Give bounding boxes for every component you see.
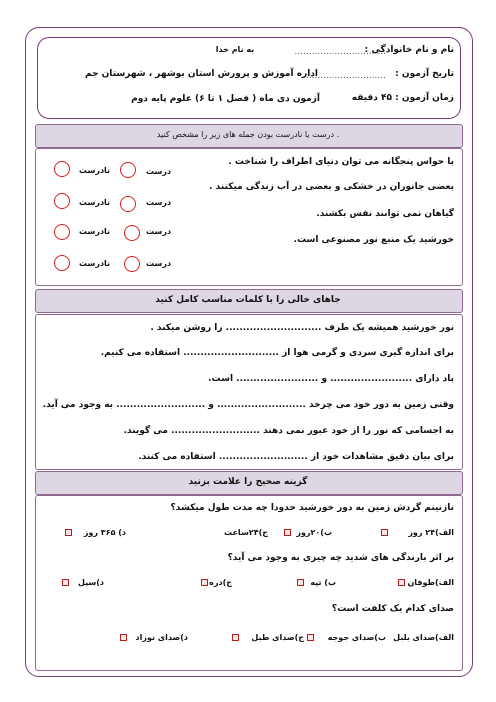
- fill-item-6: برای بیان دقیق مشاهدات خود از .......................... استفاده می کنند.: [138, 452, 454, 462]
- name-dots: ................................: [294, 47, 386, 57]
- mc-checkbox[interactable]: [381, 529, 388, 536]
- mc-option: د)سیل: [77, 578, 104, 587]
- mc-option: ب)۲۰روز: [296, 528, 332, 537]
- mc-option: ج)۲۴ساعت: [224, 528, 268, 537]
- true-circle[interactable]: [120, 162, 136, 178]
- mc-option: ب) تپه: [310, 578, 336, 587]
- date-label: تاریخ آزمون :: [395, 69, 454, 79]
- section2-title: جاهای خالی را با کلمات مناسب کامل کنید: [155, 295, 341, 305]
- false-circle[interactable]: [54, 193, 70, 209]
- mc-option: الف)صدای بلبل: [393, 633, 454, 642]
- mc-option: ب)صدای جوجه: [327, 633, 386, 642]
- fill-item-5: به اجسامی که نور را از خود عبور نمی دهند .......................... می گویند.: [123, 426, 454, 436]
- true-circle[interactable]: [120, 196, 136, 212]
- mc-option: د)صدای نوزاد: [135, 633, 188, 642]
- false-label: نادرست: [79, 227, 111, 236]
- mc-checkbox[interactable]: [201, 579, 208, 586]
- mc-checkbox[interactable]: [297, 579, 304, 586]
- true-label: درست: [146, 259, 172, 268]
- exam-title: آزمون دی ماه ( فصل ۱ تا ۶) علوم پایه دوم: [131, 94, 320, 104]
- false-label: نادرست: [79, 198, 111, 207]
- org-name: اداره آموزش و پرورش استان بوشهر ، شهرستان جم: [84, 69, 318, 79]
- mc-checkbox[interactable]: [284, 529, 291, 536]
- fill-item-3: باد دارای ........................ و ........................ است.: [208, 374, 454, 384]
- section1-title: درست یا نادرست بودن جمله های زیر را مشخص کنید .: [156, 130, 340, 139]
- false-circle[interactable]: [54, 161, 70, 177]
- mc-question-2: بر اثر بارندگی های شدید چه چیزی به وجود می آید؟: [227, 553, 454, 563]
- true-circle[interactable]: [124, 256, 140, 272]
- tf-item-3: گیاهان نمی توانند نفس بکشند.: [316, 209, 454, 219]
- mc-checkbox[interactable]: [398, 579, 405, 586]
- true-label: درست: [146, 167, 172, 176]
- mc-option: الف)طوفان: [407, 578, 454, 587]
- fill-item-2: برای اندازه گیری سردی و گرمی هوا از ............................ استفاده می کنیم.: [100, 348, 454, 358]
- true-label: درست: [146, 198, 172, 207]
- section2-body: [35, 314, 463, 470]
- mc-checkbox[interactable]: [120, 634, 127, 641]
- mc-option: ج)دره: [209, 578, 232, 587]
- basmala: به نام خدا: [215, 45, 255, 54]
- tf-item-2: بعضی جانوران در خشکی و بعضی در آب زندگی میکنند .: [209, 182, 454, 192]
- name-label: نام و نام خانوادگی :: [364, 45, 454, 55]
- section3-title: گزینه صحیح را علامت بزنید: [188, 477, 308, 487]
- fill-item-1: نور خورشید همیشه یک طرف ............................ را روشن میکند .: [150, 323, 454, 333]
- false-circle[interactable]: [54, 255, 70, 271]
- mc-checkbox[interactable]: [307, 634, 314, 641]
- mc-question-1: نازنینم گردش زمین به دور خورشید حدودا چه مدت طول میکشد؟: [170, 503, 454, 513]
- false-label: نادرست: [79, 166, 111, 175]
- mc-option: الف)۲۴ روز: [408, 528, 454, 537]
- fill-item-4: وقتی زمین به دور خود می چرخد .......................... و .......................... به وجود می آید.: [42, 400, 454, 410]
- false-label: نادرست: [79, 259, 111, 268]
- duration-label: زمان آزمون : ۴۵ دقیقه: [351, 93, 454, 103]
- date-dots: ..............................: [300, 71, 386, 81]
- true-label: درست: [146, 227, 172, 236]
- tf-item-1: با حواس پنجگانه می توان دنیای اطراف را شناخت .: [228, 157, 454, 167]
- mc-checkbox[interactable]: [62, 579, 69, 586]
- mc-checkbox[interactable]: [232, 634, 239, 641]
- mc-checkbox[interactable]: [65, 529, 72, 536]
- false-circle[interactable]: [54, 224, 70, 240]
- true-circle[interactable]: [124, 225, 140, 241]
- tf-item-4: خورشید یک منبع نور مصنوعی است.: [293, 235, 454, 245]
- mc-question-3: صدای کدام یک کلفت است؟: [331, 604, 454, 614]
- mc-option: د) ۳۶۵ روز: [83, 528, 126, 537]
- mc-option: ج)صدای طبل: [251, 633, 304, 642]
